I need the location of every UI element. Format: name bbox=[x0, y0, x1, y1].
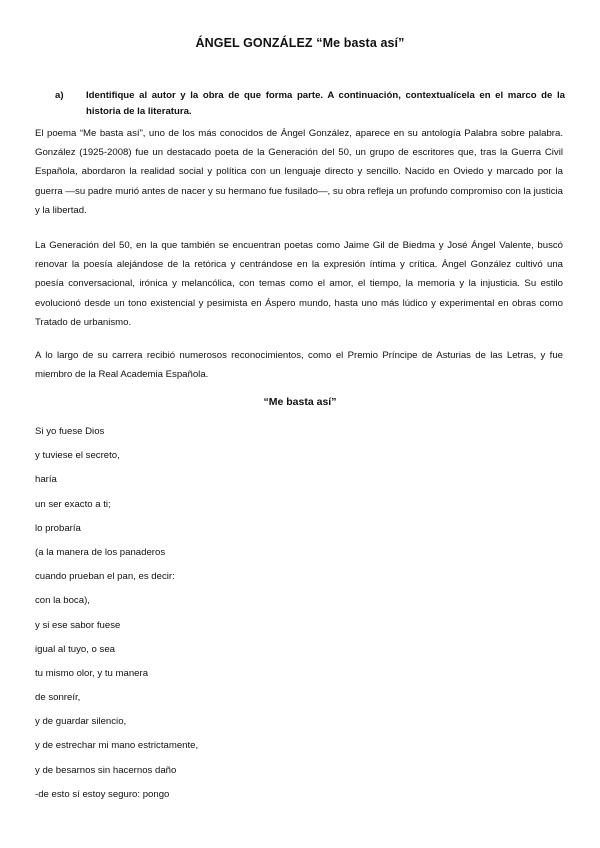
document-title: ÁNGEL GONZÁLEZ “Me basta así” bbox=[195, 36, 405, 50]
poem-line: y de estrechar mi mano estrictamente, bbox=[35, 740, 199, 752]
poem-line: lo probaría bbox=[35, 522, 81, 534]
poem-body bbox=[35, 424, 435, 811]
question-marker: a) bbox=[55, 90, 64, 101]
paragraph-author: El poema “Me basta así”, uno de los más conocidos de Ángel González, aparece en su antología Palabra sobre palabra. González (1925-2008) fue un destacado poeta de la Generación del 50, un grupo de escritores que, tras la Guerra Civil Española, abordaron la realidad social y política con un lenguaje directo y sencillo. Nacido en Oviedo y marcado por la guerra —su padre murió antes de nacer y su hermano fue fusilado—, su obra refleja un profundo compromiso con la justicia y la libertad. bbox=[35, 128, 563, 216]
poem-line: con la boca), bbox=[35, 595, 90, 607]
poem-line: cuando prueban el pan, es decir: bbox=[35, 571, 175, 583]
poem-title: “Me basta así” bbox=[263, 396, 337, 408]
poem-line: de sonreír, bbox=[35, 692, 81, 704]
poem-line: igual al tuyo, o sea bbox=[35, 643, 116, 655]
poem-line: -de esto sí estoy seguro: pongo bbox=[35, 788, 170, 800]
paragraph-generation: La Generación del 50, en la que también se encuentran poetas como Jaime Gil de Biedma y José Ángel Valente, buscó renovar la poesía alejándose de la retórica y centrándose en la expresión íntima y crítica. Ángel González cultivó una poesía conversacional, irónica y melancólica, con temas como el amor, el tiempo, la memoria y la injusticia. Su estilo evolucionó desde un tono existencial y pesimista en Áspero mundo, hasta uno más lúdico y experimental en obras como Tratado de urbanismo. bbox=[35, 240, 563, 328]
question-text: Identifique al autor y la obra de que forma parte. A continuación, contextualícela en el marco de la historia de la literatura. bbox=[86, 90, 565, 117]
poem-line: y si ese sabor fuese bbox=[35, 619, 121, 631]
poem-line: un ser exacto a ti; bbox=[35, 498, 111, 510]
poem-line: y de besarnos sin hacernos daño bbox=[35, 764, 177, 776]
poem-line: y de guardar silencio, bbox=[35, 716, 127, 728]
poem-line: y tuviese el secreto, bbox=[35, 450, 120, 462]
paragraph-awards: A lo largo de su carrera recibió numerosos reconocimientos, como el Premio Príncipe de Asturias de las Letras, y fue miembro de la Real Academia Española. bbox=[35, 350, 563, 381]
poem-line: tu mismo olor, y tu manera bbox=[35, 667, 149, 679]
poem-line: haría bbox=[35, 474, 57, 486]
poem-line: Si yo fuese Dios bbox=[35, 426, 105, 437]
poem-line: (a la manera de los panaderos bbox=[35, 546, 166, 558]
